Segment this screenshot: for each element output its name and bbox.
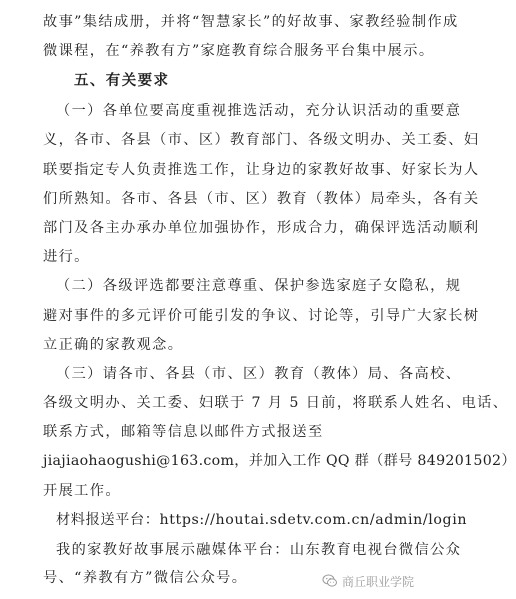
paragraph-3-line: 开展工作。 bbox=[43, 483, 121, 499]
paragraph-3-line: jiajiaohaogushi@163.com，并加入工作 QQ 群（群号 849201502） bbox=[43, 453, 516, 469]
paragraph-2-line: （二）各级评选都要注意尊重、保护参选家庭子女隐私，规 bbox=[56, 278, 462, 294]
paragraph-1-line: 部门及各主办承办单位加强协作，形成合力，确保评选活动顺利 bbox=[43, 220, 480, 236]
paragraph-2-line: 避对事件的多元评价可能引发的争议、讨论等，引导广大家长树 bbox=[43, 308, 480, 324]
text-line: 故事”集结成册，并将“智慧家长”的好故事、家教经验制作成 bbox=[43, 14, 459, 30]
section-heading: 五、有关要求 bbox=[74, 73, 170, 89]
media-platform-line: 号、“养教有方”微信公众号。 bbox=[43, 570, 248, 586]
paragraph-1-line: 义，各市、各县（市、区）教育部门、各级文明办、关工委、妇 bbox=[43, 132, 480, 148]
media-platform-line: 我的家教好故事展示融媒体平台：山东教育电视台微信公众 bbox=[56, 542, 462, 558]
paragraph-3-line: 联系方式，邮箱等信息以邮件方式报送至 bbox=[43, 424, 324, 440]
paragraph-1-line: 联要指定专人负责推选工作，让身边的家教好故事、好家长为人 bbox=[43, 162, 480, 178]
paragraph-3-line: （三）请各市、各县（市、区）教育（教体）局、各高校、 bbox=[56, 366, 462, 382]
text-line: 微课程，在“养教有方”家庭教育综合服务平台集中展示。 bbox=[43, 43, 435, 59]
submission-platform-line: 材料报送平台：https://houtai.sdetv.com.cn/admin/login bbox=[56, 512, 468, 528]
paragraph-2-line: 立正确的家教观念。 bbox=[43, 337, 184, 353]
paragraph-1-line: 们所熟知。各市、各县（市、区）教育（教体）局牵头，各有关 bbox=[43, 191, 480, 207]
paragraph-1-line: （一）各单位要高度重视推选活动，充分认识活动的重要意 bbox=[56, 103, 462, 119]
watermark-label: 商丘职业学院 bbox=[341, 574, 414, 589]
wechat-icon bbox=[322, 573, 338, 589]
paragraph-1-line: 进行。 bbox=[43, 249, 90, 265]
wechat-watermark bbox=[322, 571, 414, 591]
paragraph-3-line: 各级文明办、关工委、妇联于 7 月 5 日前，将联系人姓名、电话、 bbox=[43, 395, 509, 411]
